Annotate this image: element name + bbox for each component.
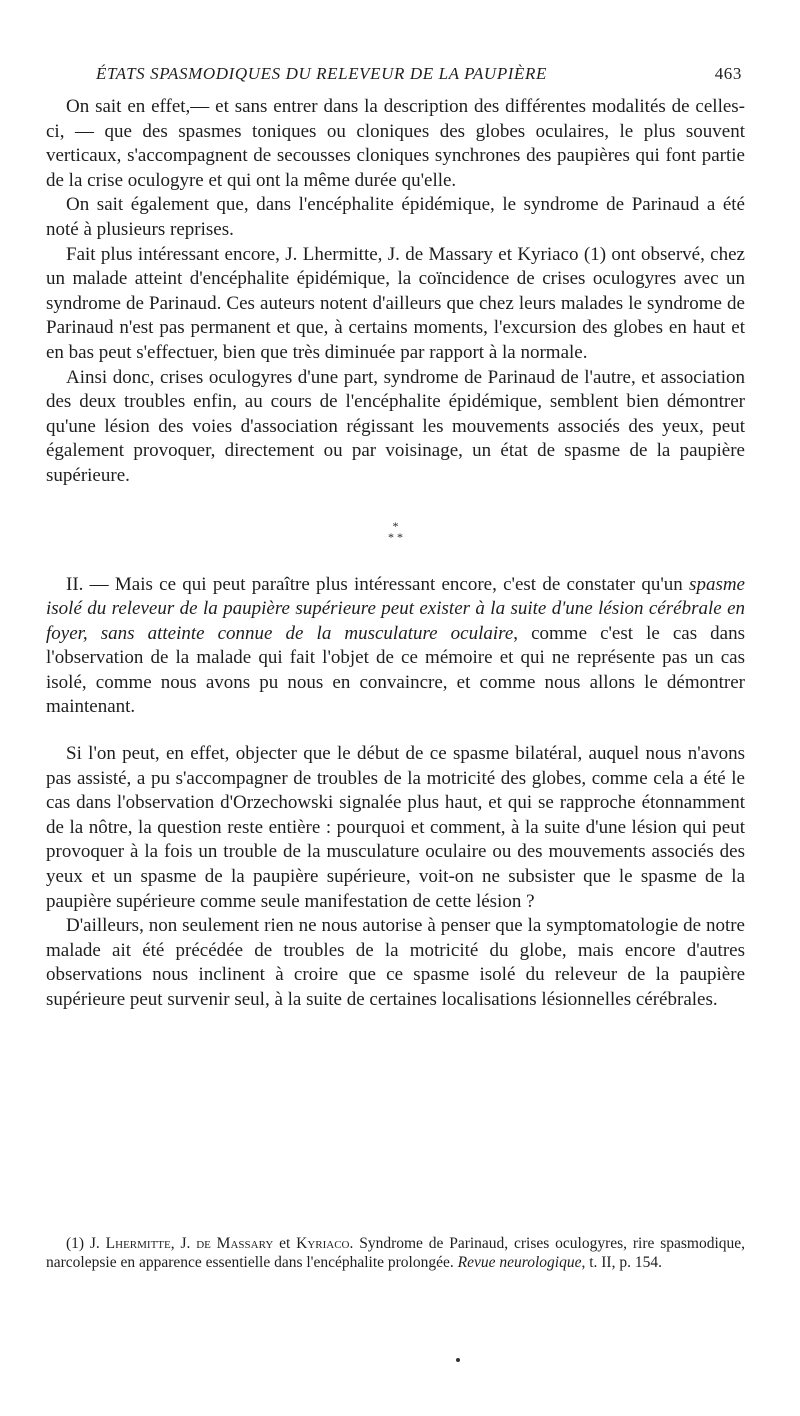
paragraph-1: On sait en effet,— et sans entrer dans la description des différentes modalités de celles-ci, — que des spasmes toniques ou cloniques des globes oculaires, le plus souvent verticaux, s'accompagnent de secousses cloniques synchrones des paupières qui font partie de la crise oculogyre et qui ont la même durée qu'elle. bbox=[46, 96, 745, 191]
running-header bbox=[96, 64, 742, 90]
footnote-author-3: Kyriaco bbox=[296, 1235, 350, 1252]
running-title: ÉTATS SPASMODIQUES DU RELEVEUR DE LA PAUPIÈRE bbox=[96, 64, 548, 83]
body-text bbox=[46, 95, 745, 1013]
paragraph-5 bbox=[46, 573, 745, 721]
paragraph-2: On sait également que, dans l'encéphalite épidémique, le syndrome de Parinaud a été noté à plusieurs reprises. bbox=[46, 194, 745, 240]
footnote-1 bbox=[46, 1234, 745, 1272]
footnote-journal: Revue neurologique bbox=[457, 1254, 582, 1271]
footnote-author-1: Lhermitte bbox=[105, 1235, 171, 1252]
footnote-ref: , t. II, p. 154. bbox=[581, 1254, 662, 1271]
footnote bbox=[46, 1234, 745, 1272]
paragraph-7: D'ailleurs, non seulement rien ne nous autorise à penser que la symptomatologie de notre malade ait été précédée de troubles de la motricité du globe, mais encore d'autres observations nous inclinent à croire que ce spasme isolé du releveur de la paupière supérieure peut survenir seul, à la suite de certaines localisations lésionnelles cérébrales. bbox=[46, 915, 745, 1010]
print-speck bbox=[456, 1358, 460, 1362]
page-number: 463 bbox=[714, 64, 742, 83]
paragraph-5-start: II. — Mais ce qui peut paraître plus intéressant encore, c'est de constater qu'un bbox=[66, 573, 690, 595]
paragraph-5-emphasis: spasme isolé du releveur de la paupière supérieure peut exister à la suite d'une lésion cérébrale en foyer, sans atteinte connue de la musculature oculaire bbox=[46, 573, 745, 644]
paragraph-4: Ainsi donc, crises oculogyres d'une part, syndrome de Parinaud de l'autre, et association des deux troubles enfin, au cours de l'encéphalite épidémique, semblent bien démontrer qu'une lésion des voies d'association régissant les mouvements associés des yeux, peut également provoquer, directement ou par voisinage, un état de spasme de la paupière supérieure. bbox=[46, 366, 745, 486]
footnote-sep-1: , J. bbox=[170, 1235, 197, 1252]
asterism-top: * bbox=[392, 518, 399, 533]
asterism-bottom: * * bbox=[388, 529, 403, 544]
footnote-marker: (1) J. bbox=[66, 1235, 106, 1252]
footnote-author-2: de Massary bbox=[196, 1235, 274, 1252]
paragraph-3: Fait plus intéressant encore, J. Lhermitte, J. de Massary et Kyriaco (1) ont observé, chez un malade atteint d'encéphalite épidémique, la coïncidence de crises oculogyres avec un syndrome de Parinaud. Ces auteurs notent d'ailleurs que chez leurs malades le syndrome de Parinaud n'est pas permanent et que, à certains moments, l'excursion des globes en haut et en bas peut s'effectuer, bien que très diminuée par rapport à la normale. bbox=[46, 243, 745, 363]
paragraph-6: Si l'on peut, en effet, objecter que le début de ce spasme bilatéral, auquel nous n'avons pas assisté, a pu s'accompagner de troubles de la motricité des globes, comme cela a été le cas dans l'observation d'Orzechowski signalée plus haut, et qui se rapproche étonnamment de la nôtre, la question reste entière : pourquoi et comment, à la suite d'une lésion qui peut provoquer à la fois un trouble de la musculature oculaire ou des mouvements associés des yeux et un spasme de la paupière supérieure, voit-on ne subsister que le spasme de la paupière supérieure comme seule manifestation de cette lésion ? bbox=[46, 743, 745, 912]
section-asterism bbox=[46, 489, 745, 573]
footnote-title: . Syndrome de Parinaud, crises oculogyres, rire spasmodique, narcolepsie en apparence essentielle dans l'encéphalite prolongée. bbox=[46, 1235, 746, 1271]
paragraph-gap bbox=[46, 720, 745, 742]
paragraph-5-end: , comme c'est le cas dans l'observation de la malade qui fait l'objet de ce mémoire et qui ne représente pas un cas isolé, comme nous avons pu nous en convaincre, et comme nous allons le démontrer maintenant. bbox=[46, 622, 746, 718]
footnote-sep-2: et bbox=[273, 1235, 297, 1252]
